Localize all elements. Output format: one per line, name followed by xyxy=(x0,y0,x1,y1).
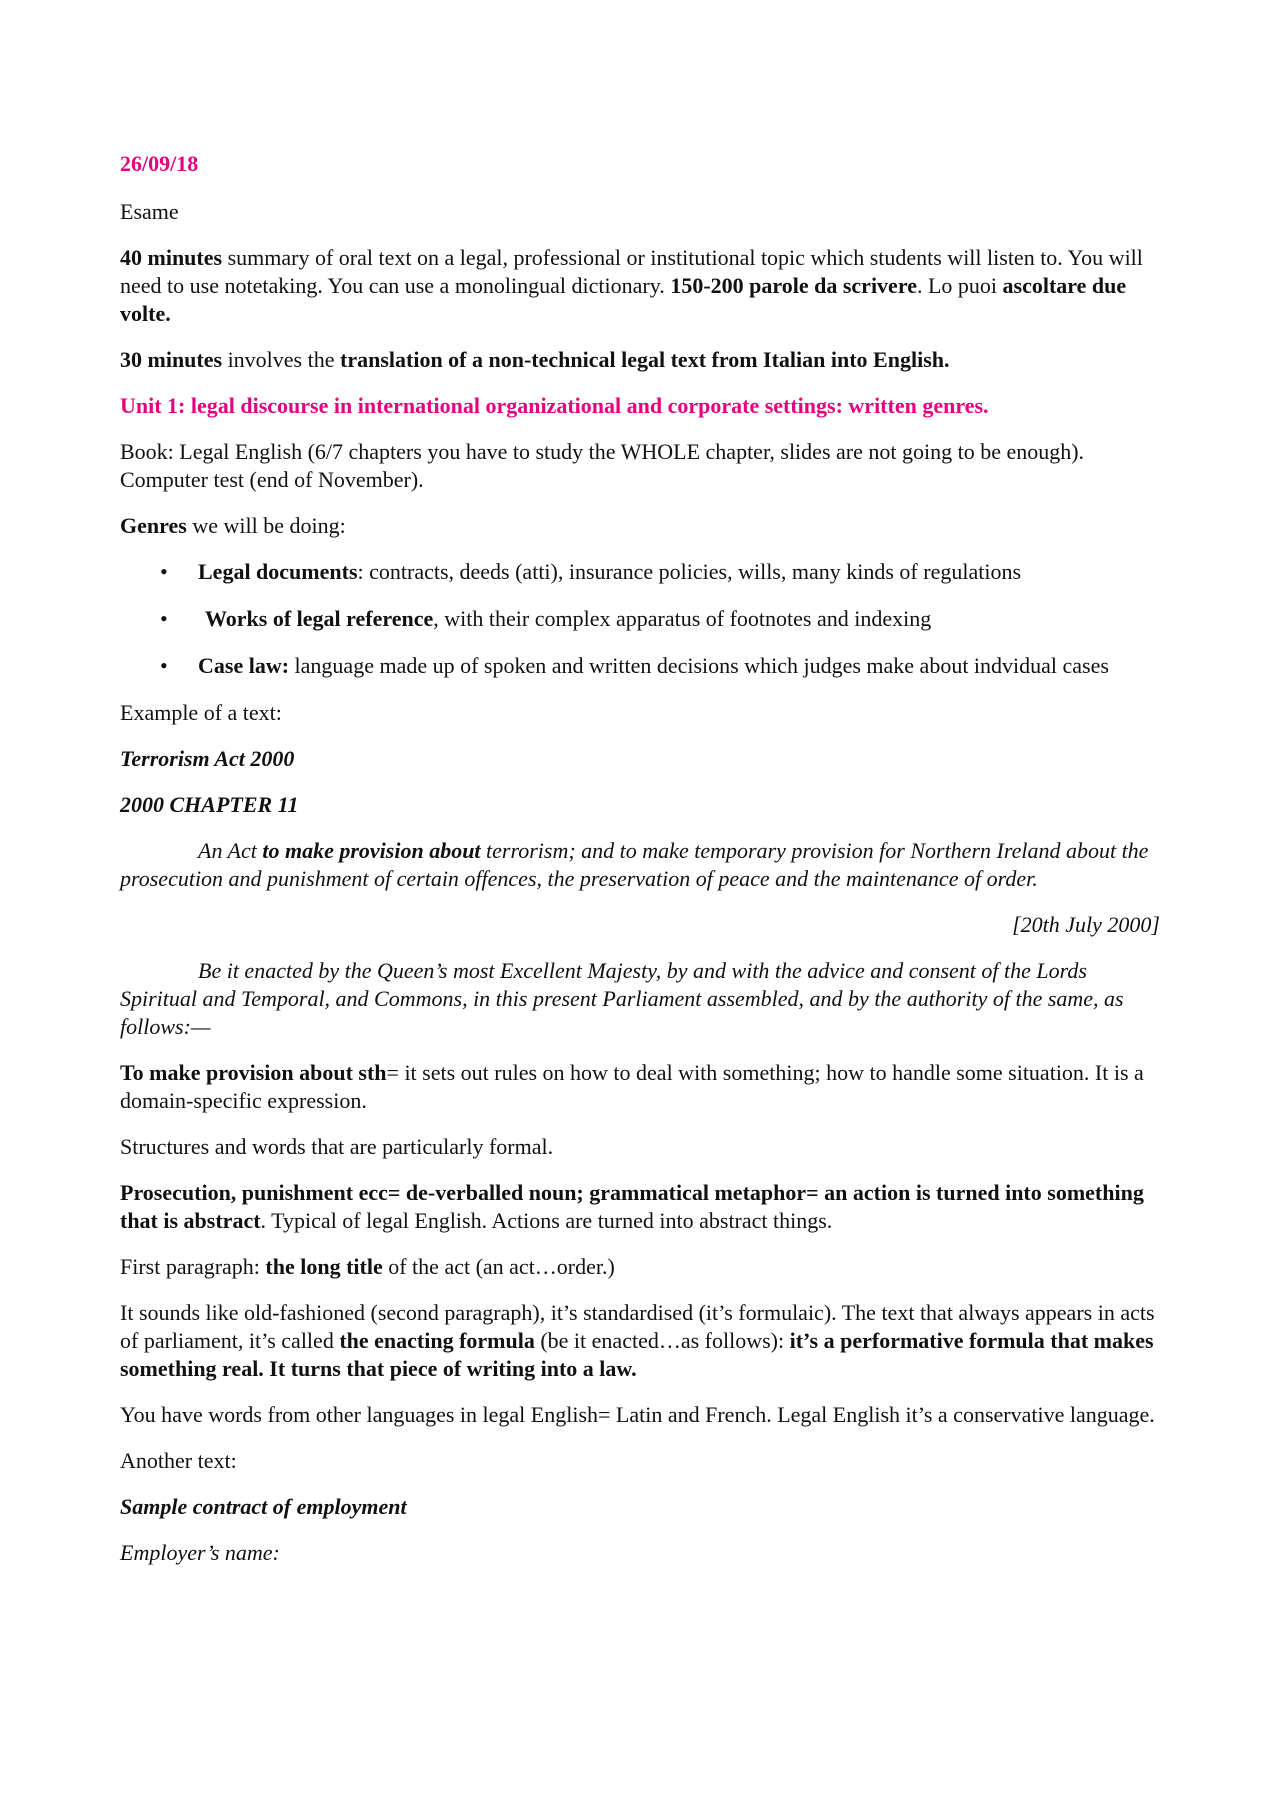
list-item: • Works of legal reference, with their complex apparatus of footnotes and indexing xyxy=(160,606,932,631)
unit-heading: Unit 1: legal discourse in international organizational and corporate settings: written genres. xyxy=(120,393,989,418)
exam-part-two: 30 minutes involves the translation of a non-technical legal text from Italian into English. xyxy=(120,347,950,372)
list-item: • Case law: language made up of spoken and written decisions which judges make about indvidual cases xyxy=(160,653,1109,678)
contract-title: Sample contract of employment xyxy=(120,1494,407,1519)
exam-heading: Esame xyxy=(120,199,179,224)
act-date: [20th July 2000] xyxy=(1012,912,1160,937)
provision-note: To make provision about sth= it sets out rules on how to deal with something; how to handle some situation. It is a domain-specific expression. xyxy=(120,1060,1144,1113)
exam-part-one: 40 minutes summary of oral text on a legal, professional or institutional topic which students will listen to. You will need to use notetaking. You can use a monolingual dictionary. 150-200 parole da scrivere. Lo puoi ascoltare due volte. xyxy=(120,245,1143,326)
first-paragraph-note: First paragraph: the long title of the act (an act…order.) xyxy=(120,1254,615,1279)
act-title: Terrorism Act 2000 xyxy=(120,746,295,771)
formal-note: Structures and words that are particularly formal. xyxy=(120,1134,554,1159)
genres-intro: Genres we will be doing: xyxy=(120,513,346,538)
exam-part-two-duration: 30 minutes xyxy=(120,347,223,372)
bullet-icon: • xyxy=(160,653,168,678)
languages-note: You have words from other languages in legal English= Latin and French. Legal English it’s a conservative language. xyxy=(120,1402,1155,1427)
example-intro: Example of a text: xyxy=(120,700,282,725)
act-chapter: 2000 CHAPTER 11 xyxy=(120,792,299,817)
deverbal-note: Prosecution, punishment ecc= de-verballed noun; grammatical metaphor= an action is turned into something that is abstract. Typical of legal English. Actions are turned into abstract things. xyxy=(120,1180,1144,1233)
genres-list xyxy=(120,558,1160,680)
list-item: • Legal documents: contracts, deeds (atti), insurance policies, wills, many kinds of regulations xyxy=(160,559,1022,584)
lecture-date: 26/09/18 xyxy=(120,151,199,176)
book-info: Book: Legal English (6/7 chapters you have to study the WHOLE chapter, slides are not going to be enough). Computer test (end of November). xyxy=(120,439,1085,492)
exam-part-one-duration: 40 minutes xyxy=(120,245,223,270)
employer-name-field: Employer’s name: xyxy=(120,1540,280,1565)
bullet-icon: • xyxy=(160,606,168,631)
enacting-formula: Be it enacted by the Queen’s most Excellent Majesty, by and with the advice and consent of the Lords Spiritual and Temporal, and Commons, in this present Parliament assembled, and by the authority of the same, as follows:— xyxy=(120,958,1124,1039)
act-long-title: An Act to make provision about terrorism; and to make temporary provision for Northern Ireland about the prosecution and punishment of certain offences, the preservation of peace and the maintenance of order. xyxy=(120,838,1149,891)
bullet-icon: • xyxy=(160,559,168,584)
enacting-formula-note: It sounds like old-fashioned (second paragraph), it’s standardised (it’s formulaic). The text that always appears in acts of parliament, it’s called the enacting formula (be it enacted…as follows): it’s a performative formula that makes something real. It turns that piece of writing into a law. xyxy=(120,1300,1155,1381)
another-text-intro: Another text: xyxy=(120,1448,237,1473)
